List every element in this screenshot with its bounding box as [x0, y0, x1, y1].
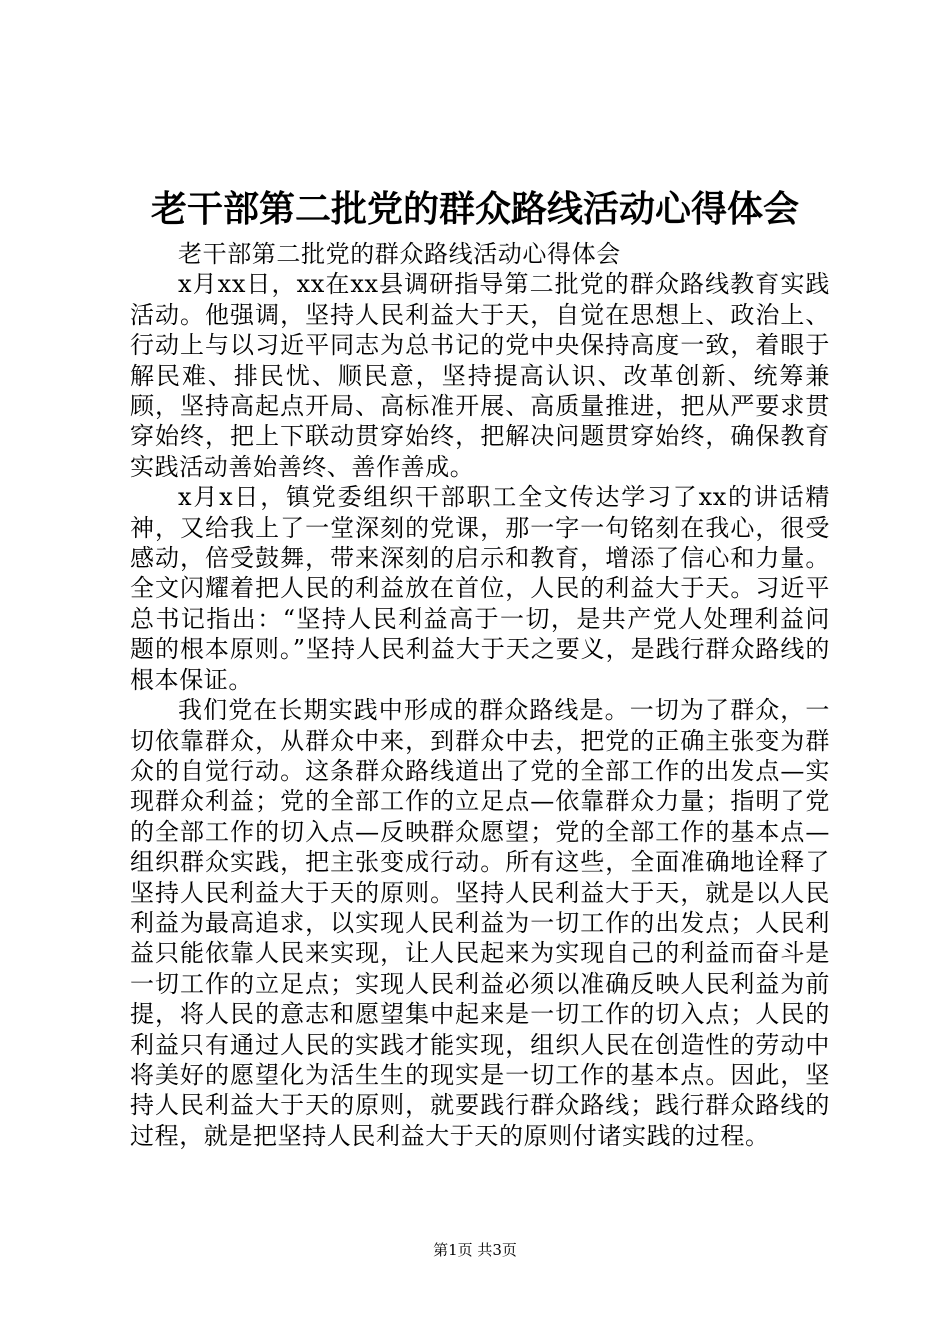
page-footer: 第1页 共3页 — [433, 1241, 517, 1259]
body-paragraph-2: x月x日，镇党委组织干部职工全文传达学习了xx的讲话精神，又给我上了一堂深刻的党课，那一字一句铭刻在我心，很受感动，倍受鼓舞，带来深刻的启示和教育，增添了信心和力量。全文闪耀着把人民的利益放在首位，人民的利益大于天。习近平总书记指出：“坚持人民利益高于一切，是共产党人处理利益问题的根本原则。”坚持人民利益大于天之要义，是践行群众路线的根本保证。 — [130, 483, 830, 694]
document-title: 老干部第二批党的群众路线活动心得体会 — [150, 188, 799, 230]
body-paragraph-3: 我们党在长期实践中形成的群众路线是。一切为了群众，一切依靠群众，从群众中来，到群众中去，把党的正确主张变为群众的自觉行动。这条群众路线道出了党的全部工作的出发点—实现群众利益；党的全部工作的立足点—依靠群众力量；指明了党的全部工作的切入点—反映群众愿望；党的全部工作的基本点—组织群众实践，把主张变成行动。所有这些，全面准确地诠释了坚持人民利益大于天的原则。坚持人民利益大于天，就是以人民利益为最高追求，以实现人民利益为一切工作的出发点；人民利益只能依靠人民来实现，让人民起来为实现自己的利益而奋斗是一切工作的立足点；实现人民利益必须以准确反映人民利益为前提，将人民的意志和愿望集中起来是一切工作的切入点；人民的利益只有通过人民的实践才能实现，组织人民在创造性的劳动中将美好的愿望化为活生生的现实是一切工作的基本点。因此，坚持人民利益大于天的原则，就要践行群众路线；践行群众路线的过程，就是把坚持人民利益大于天的原则付诸实践的过程。 — [130, 696, 830, 1150]
document-body — [130, 239, 830, 1151]
body-paragraph-1: x月xx日，xx在xx县调研指导第二批党的群众路线教育实践活动。他强调，坚持人民利益大于天，自觉在思想上、政治上、行动上与以习近平同志为总书记的党中央保持高度一致，着眼于解民难、排民忧、顺民意，坚持提高认识、改革创新、统筹兼顾，坚持高起点开局、高标准开展、高质量推进，把从严要求贯穿始终，把上下联动贯穿始终，把解决问题贯穿始终，确保教育实践活动善始善终、善作善成。 — [130, 270, 830, 481]
subtitle-paragraph: 老干部第二批党的群众路线活动心得体会 — [178, 240, 621, 268]
